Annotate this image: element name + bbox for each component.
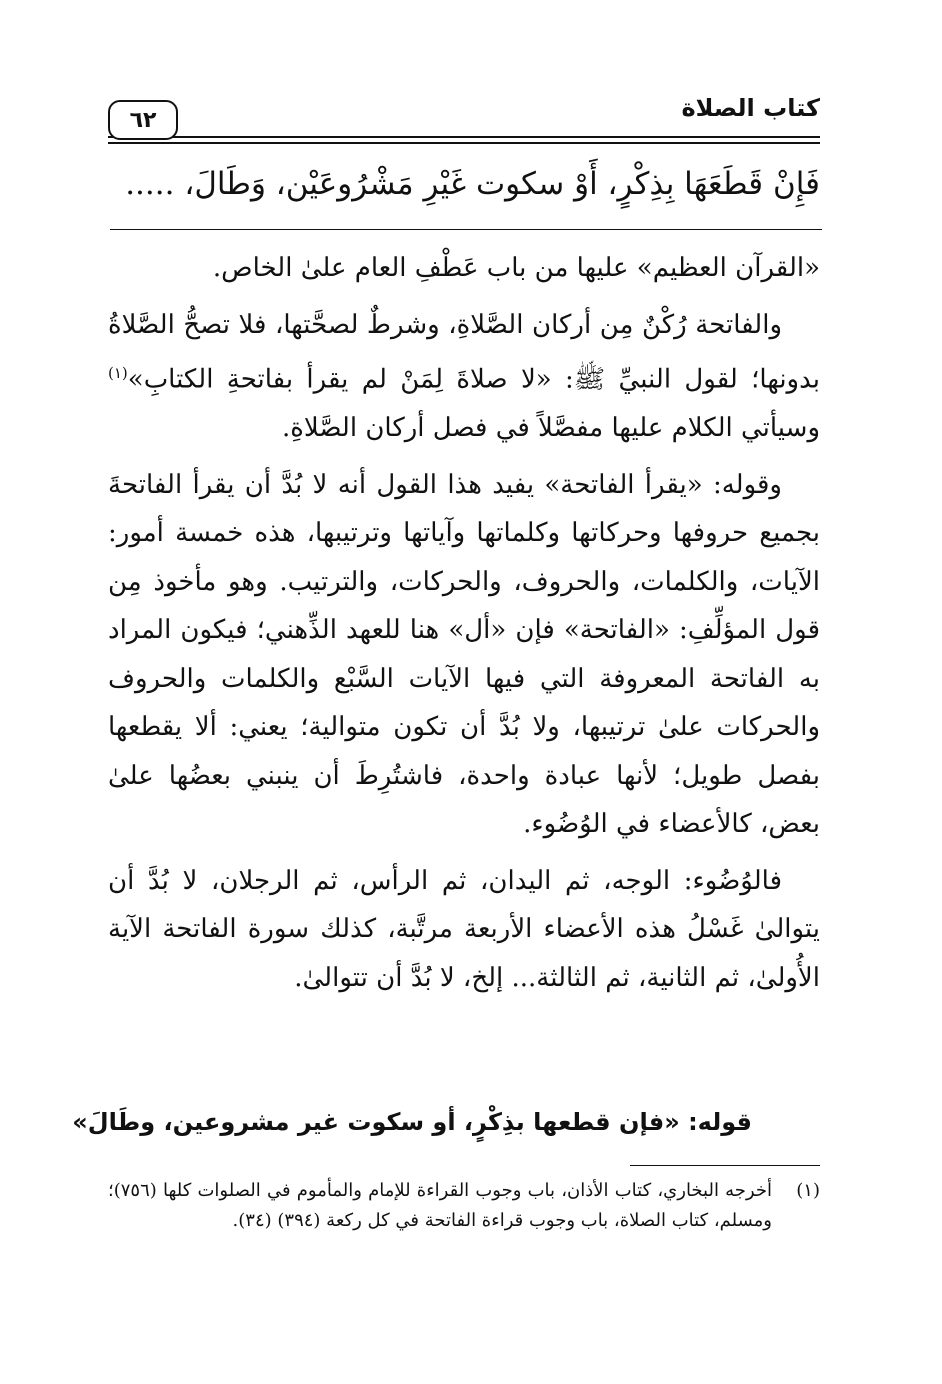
commentary-body	[108, 244, 820, 1010]
paragraph: وقوله: «يقرأ الفاتحة» يفيد هذا القول أنه لا بُدَّ أن يقرأ الفاتحةَ بجميع حروفها وحركاتها وكلماتها وآياتها وترتيبها، هذه خمسة أمور: الآيات، والكلمات، والحروف، والحركات، والترتيب. وهو مأخوذ مِن قول المؤلِّفِ: «الفاتحة» فإن «أل» هنا للعهد الذِّهني؛ فيكون المراد به الفاتحة المعروفة التي فيها الآيات السَّبْع والكلمات والحروف والحركات علىٰ ترتيبها، ولا بُدَّ أن تكون متوالية؛ يعني: ألا يقطعها بفصل طويل؛ لأنها عبادة واحدة، فاشتُرِطَ أن ينبني بعضُها علىٰ بعض، كالأعضاء في الوُضُوء.	[108, 469, 820, 840]
page-number: ٦٢	[108, 100, 178, 140]
footnote-ref[interactable]: (١)	[108, 364, 128, 382]
paragraph: فالوُضُوء: الوجه، ثم اليدان، ثم الرأس، ثم الرجلان، لا بُدَّ أن يتوالىٰ غَسْلُ هذه الأعضاء الأربعة مرتَّبة، كذلك سورة الفاتحة الآية الأُولىٰ، ثم الثانية، ثم الثالثة... إلخ، لا بُدَّ أن تتوالىٰ.	[108, 865, 820, 993]
footnote-divider	[630, 1165, 820, 1166]
paragraph	[108, 301, 820, 453]
footnote	[108, 1176, 820, 1236]
footnote-number: (١)	[796, 1180, 820, 1201]
footnote-text: أخرجه البخاري، كتاب الأذان، باب وجوب القراءة للإمام والمأموم في الصلوات كلها (٧٥٦)؛ ومسلم، كتاب الصلاة، باب وجوب قراءة الفاتحة في كل ركعة (٣٩٤) (٣٤).	[108, 1180, 772, 1231]
qawl-heading: قوله: «فإن قطعها بذِكْرٍ، أو سكوت غير مشروعين، وطَالَ»	[72, 1108, 752, 1136]
book-title: كتاب الصلاة	[681, 94, 820, 122]
matn-divider	[110, 229, 822, 230]
header-rule-bottom	[108, 142, 820, 144]
matn-line: فَإِنْ قَطَعَهَا بِذِكْرٍ، أَوْ سكوت غَيْرِ مَشْرُوعَيْن، وَطَالَ، .....	[125, 166, 820, 202]
page-header	[108, 92, 820, 152]
header-rule-top	[108, 136, 820, 138]
paragraph-text: والفاتحة رُكْنٌ مِن أركان الصَّلاةِ، وشرطٌ لصحَّتها، فلا تصحُّ الصَّلاةُ بدونها؛ لقول النبيِّ ﷺ: «لا صلاةَ لِمَنْ لم يقرأ بفاتحةِ الكتابِ»	[108, 309, 820, 395]
paragraph: «القرآن العظيم» عليها من باب عَطْفِ العام علىٰ الخاص.	[212, 253, 820, 283]
paragraph-text: وسيأتي الكلام عليها مفصَّلاً في فصل أركان الصَّلاةِ.	[281, 413, 820, 444]
